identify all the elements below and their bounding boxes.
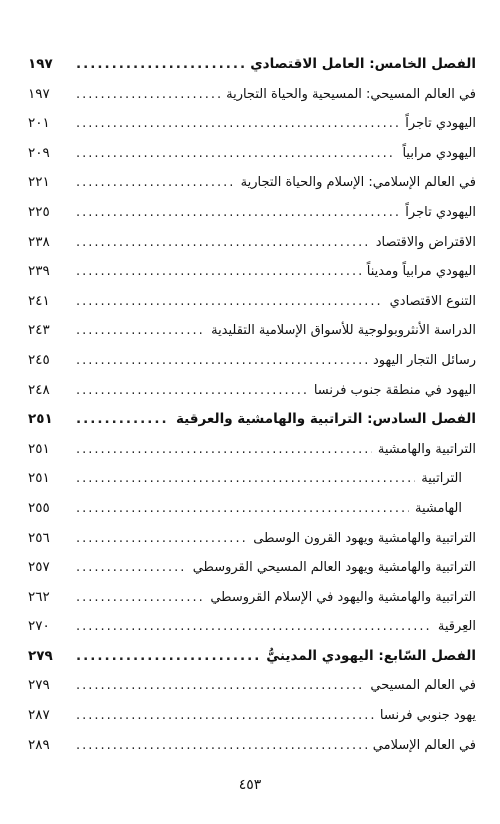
toc-entry-title: التراتبية والهامشية ويهود العالم المسيحي القروسطي xyxy=(192,560,476,576)
toc-entry xyxy=(28,701,476,731)
toc-entry xyxy=(28,168,476,198)
toc-entry xyxy=(28,139,476,169)
dot-leader xyxy=(76,405,170,435)
toc-entry-page-number: ٢٧٩ xyxy=(28,677,50,694)
toc-entry-page-number: ١٩٧ xyxy=(28,56,53,72)
toc-entry-title: في العالم الإسلامي xyxy=(372,737,476,753)
dot-leader xyxy=(76,50,244,80)
dot-leader xyxy=(76,612,432,642)
dot-leader xyxy=(76,168,235,198)
dot-leader xyxy=(76,701,374,731)
toc-entry xyxy=(28,464,476,494)
toc-entry-page-number: ٢٥٥ xyxy=(28,499,50,516)
toc-entry xyxy=(28,612,476,642)
toc-entry-page-number: ٢٤٨ xyxy=(28,381,50,398)
toc-entry-title: التراتبية والهامشية xyxy=(377,441,476,457)
toc-entry-title: العِرقية xyxy=(437,619,476,635)
toc-entry-page-number: ٢٨٩ xyxy=(28,736,50,753)
toc-entry-page-number: ٢٢١ xyxy=(28,174,50,191)
dot-leader xyxy=(76,139,396,169)
toc-entry-page-number: ٢٥١ xyxy=(28,470,50,487)
toc-entry-page-number: ٢٥١ xyxy=(28,440,50,457)
toc-entry-title: الفصل السّابع: اليهودي المدينيُّ xyxy=(266,647,476,664)
toc-entry xyxy=(28,257,476,287)
toc-entry-title: اليهودي تاجراً xyxy=(405,116,476,132)
toc-entry xyxy=(28,109,476,139)
dot-leader xyxy=(76,494,409,524)
toc-entry-title: يهود جنوبي فرنسا xyxy=(379,708,476,724)
toc-entry-page-number: ٢٣٩ xyxy=(28,263,50,280)
dot-leader xyxy=(76,671,364,701)
toc-entry-page-number: ٢٧٩ xyxy=(28,647,53,664)
toc-entry-title: رسائل التجار اليهود xyxy=(373,352,476,368)
dot-leader xyxy=(76,524,247,554)
toc-entry-title: التراتبية xyxy=(421,471,462,487)
toc-entry-page-number: ٢٠١ xyxy=(28,115,50,132)
toc-entry xyxy=(28,731,476,761)
toc-entry-title: الاقتراض والاقتصاد xyxy=(375,234,476,250)
toc-entry-page-number: ٢٨٧ xyxy=(28,707,50,724)
toc-entry-title: اليهودي مرابياً ومديناً xyxy=(366,264,476,280)
toc-entry-title: التراتبية والهامشية واليهود في الإسلام القروسطي xyxy=(210,589,476,605)
toc-entry-page-number: ٢٥١ xyxy=(28,411,53,428)
toc-entry-page-number: ٢٧٠ xyxy=(28,618,50,635)
toc-entry-title: اليهود في منطقة جنوب فرنسا xyxy=(313,382,476,398)
toc-entry-page-number: ٢٤٣ xyxy=(28,322,50,339)
toc-entry xyxy=(28,376,476,406)
toc-entry-title: التنوع الاقتصادي xyxy=(389,293,476,309)
toc-entry xyxy=(28,228,476,258)
toc-entry-page-number: ٢٤٥ xyxy=(28,351,50,368)
toc-entry xyxy=(28,553,476,583)
toc-entry-title: اليهودي مرابياً xyxy=(402,145,476,161)
toc-entry xyxy=(28,346,476,376)
toc-entry-title: الدراسة الأنثروبولوجية للأسواق الإسلامية التقليدية xyxy=(211,323,476,339)
toc-entry xyxy=(28,316,476,346)
dot-leader xyxy=(76,346,367,376)
dot-leader xyxy=(76,316,205,346)
dot-leader xyxy=(76,435,372,465)
toc-entry-title: الفصل السادس: التراتبية والهامشية والعرقية xyxy=(175,411,476,428)
toc-entry-title: الفصل الخامس: العامل الاقتصادي xyxy=(250,56,476,72)
toc-chapter-entry xyxy=(28,50,476,80)
dot-leader xyxy=(76,553,187,583)
toc-entry-page-number: ٢٤١ xyxy=(28,292,50,309)
toc-entry-title: في العالم الإسلامي: الإسلام والحياة التجارية xyxy=(240,175,476,191)
toc-entry xyxy=(28,435,476,465)
dot-leader xyxy=(76,80,220,110)
toc-entry xyxy=(28,494,476,524)
toc-chapter-entry xyxy=(28,405,476,435)
toc-entry-page-number: ١٩٧ xyxy=(28,85,50,102)
toc-entry xyxy=(28,583,476,613)
dot-leader xyxy=(76,464,415,494)
toc-entry-page-number: ٢٣٨ xyxy=(28,233,50,250)
toc-entry-page-number: ٢٥٧ xyxy=(28,559,50,576)
dot-leader xyxy=(76,583,204,613)
toc-entry-title: في العالم المسيحي xyxy=(370,678,476,694)
toc-entry-page-number: ٢٦٢ xyxy=(28,588,50,605)
dot-leader xyxy=(76,109,399,139)
toc-entry xyxy=(28,287,476,317)
toc-entry xyxy=(28,524,476,554)
dot-leader xyxy=(76,376,308,406)
toc-entry-title: الهامشية xyxy=(415,500,462,516)
dot-leader xyxy=(76,198,399,228)
dot-leader xyxy=(76,287,384,317)
toc-entry-page-number: ٢٠٩ xyxy=(28,144,50,161)
dot-leader xyxy=(76,642,260,672)
toc-entry xyxy=(28,80,476,110)
dot-leader xyxy=(76,228,370,258)
toc-chapter-entry xyxy=(28,642,476,672)
toc-entry-title: في العالم المسيحي: المسيحية والحياة التجارية xyxy=(226,86,476,102)
dot-leader xyxy=(76,731,367,761)
toc-entry-page-number: ٢٢٥ xyxy=(28,203,50,220)
toc-entry xyxy=(28,671,476,701)
table-of-contents xyxy=(28,50,476,760)
toc-entry-title: اليهودي تاجراً xyxy=(405,204,476,220)
toc-entry-title: التراتبية والهامشية ويهود القرون الوسطى xyxy=(253,530,476,546)
toc-entry-page-number: ٢٥٦ xyxy=(28,529,50,546)
dot-leader xyxy=(76,257,361,287)
page-number: ٤٥٣ xyxy=(238,777,262,793)
toc-entry xyxy=(28,198,476,228)
